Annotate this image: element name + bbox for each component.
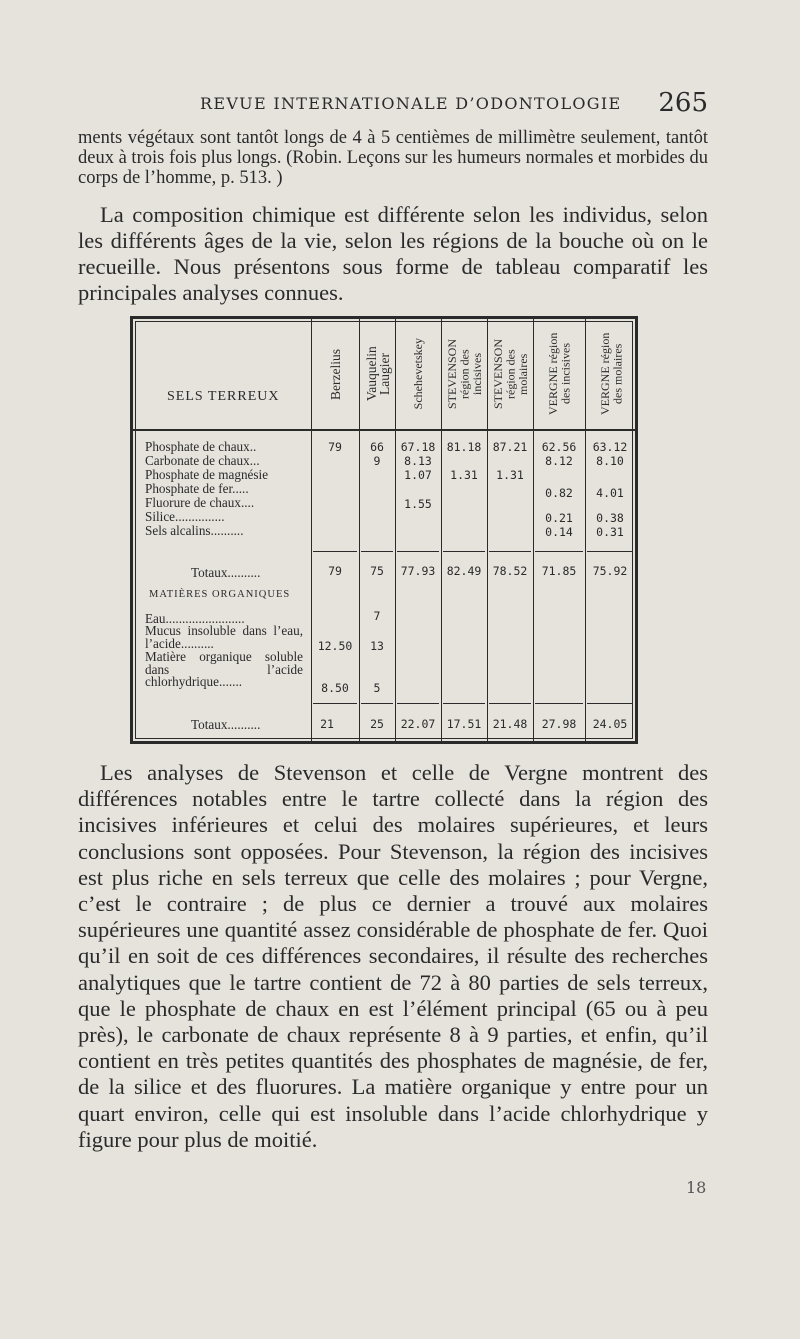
total-rule [397, 703, 439, 704]
total-rule [535, 551, 583, 552]
table-cell: 79 [328, 564, 342, 578]
table-cell: 4.01 [596, 486, 624, 500]
table-col-rule [487, 319, 488, 741]
paragraph-2-text: La composition chimique est différente selon les individus, selon les différents âges de la vie, selon les régions de la bouche où on le recueille. Nous présentons sous forme de tableau comparatif les principales analyses connues. [78, 202, 708, 305]
col-header-berzelius: Berzelius [328, 348, 343, 400]
table-col-rule [359, 319, 360, 741]
table-cell: 67.18 [400, 440, 436, 454]
col-header-stevenson-molaires: STEVENSON région des molaires [490, 339, 530, 410]
table-cell: 5 [373, 681, 381, 695]
total-rule [397, 551, 439, 552]
analysis-table [130, 316, 638, 744]
table-cell: 0.31 [596, 525, 624, 539]
table-cell: 24.05 [592, 717, 628, 731]
table-col-rule [533, 319, 534, 741]
col-header-vauquelin: Vauquelin Laugier [363, 346, 392, 402]
total-rule [489, 551, 531, 552]
table-cell: 75.92 [592, 564, 628, 578]
row-label: Matière organique soluble dans l’acide chlorhydrique....... [145, 649, 303, 689]
total-rule [535, 703, 583, 704]
table-col-rule [585, 319, 586, 741]
total-rule [443, 703, 485, 704]
paragraph-3 [78, 760, 708, 1153]
page-number: 265 [658, 88, 708, 118]
total-rule [313, 703, 357, 704]
table-cell: 71.85 [541, 564, 577, 578]
totaux-label: Totaux.......... [191, 717, 261, 732]
table-cell: 1.31 [496, 468, 524, 482]
total-rule [361, 703, 393, 704]
table-cell: 0.38 [596, 511, 624, 525]
total-rule [313, 551, 357, 552]
table-header-rule [133, 429, 635, 431]
table-cell: 8.50 [321, 681, 349, 695]
table-cell: 62.56 [541, 440, 577, 454]
table-cell: 13 [370, 639, 384, 653]
signature-mark: 18 [686, 1178, 707, 1197]
table-cell: 0.14 [545, 525, 573, 539]
table-cell: 8.13 [404, 454, 432, 468]
table-cell: 77.93 [400, 564, 436, 578]
sels-terreux-heading: SELS TERREUX [167, 389, 280, 404]
paragraph-1-text: ments végétaux sont tantôt longs de 4 à 5 centièmes de millimètre seulement, tantôt deux à trois fois plus longs. (Robin. Leçons sur les humeurs normales et morbides du corps de l’homme, p. 513. ) [78, 128, 708, 188]
table-cell: 79 [328, 440, 342, 454]
paragraph-2 [78, 202, 708, 306]
col-header-schehevetskey: Schehevetskey [411, 338, 426, 410]
row-label: Carbonate de chaux... [145, 453, 260, 468]
table-cell: 17.51 [446, 717, 482, 731]
paragraph-3-text: Les analyses de Stevenson et celle de Vergne montrent des différences notables entre le tartre collecté dans la région des incisives inférieures et celui des molaires supérieures, et leurs conclusions sont opposées. Pour Stevenson, la région des incisives est plus riche en sels terreux que celle des molaires ; pour Vergne, c’est le contraire ; de plus ce dernier a trouvé aux molaires supérieures une quantité assez considérable de phosphate de fer. Quoi qu’il en soit de ces différences secondaires, il résulte des recherches analytiques que le tartre contient de 72 à 80 parties de sels terreux, que le phosphate de chaux en est l’élément principal (65 ou à peu près), le carbonate de chaux représente 8 à 9 parties, et enfin, qu’il contient en très petites quantités des phosphates de magnésie, de fer, de la silice et des fluorures. La matière organique y entre pour un quart environ, celle qui est insoluble dans l’acide chlorhydrique y figure pour plus de moitié. [78, 760, 708, 1152]
table-cell: 21.48 [492, 717, 528, 731]
table-cell: 0.82 [545, 486, 573, 500]
col-header-vergne-molaires: VERGNE région des molaires [597, 332, 624, 416]
row-label: Eau........................ [145, 611, 245, 626]
table-col-rule [311, 319, 312, 741]
paragraph-1 [78, 128, 708, 188]
organic-heading: MATIÈRES ORGANIQUES [149, 589, 291, 600]
table-cell: 27.98 [541, 717, 577, 731]
table-cell: 1.31 [450, 468, 478, 482]
table-cell: 87.21 [492, 440, 528, 454]
table-cell: 25 [370, 717, 384, 731]
table-col-rule [395, 319, 396, 741]
col-header-vergne-incisives: VERGNE région des incisives [546, 332, 573, 416]
table-col-rule [441, 319, 442, 741]
total-rule [361, 551, 393, 552]
totaux-label: Totaux.......... [191, 565, 261, 580]
table-cell: 7 [373, 609, 381, 623]
total-rule [489, 703, 531, 704]
row-label: Mucus insoluble dans l’eau, l’acide.......... [145, 623, 303, 651]
row-label: Silice............... [145, 509, 225, 524]
table-cell: 63.12 [592, 440, 628, 454]
table-cell: 9 [373, 454, 381, 468]
row-label: Fluorure de chaux.... [145, 495, 255, 510]
running-title: REVUE INTERNATIONALE D’ODONTOLOGIE [200, 94, 622, 113]
table-cell: 82.49 [446, 564, 482, 578]
total-rule [587, 551, 633, 552]
total-rule [443, 551, 485, 552]
table-cell: 22.07 [400, 717, 436, 731]
running-head [78, 90, 708, 120]
table-cell: 21 [320, 717, 334, 731]
col-header-stevenson-incisives: STEVENSON région des incisives [444, 339, 484, 410]
total-rule [587, 703, 633, 704]
table-cell: 0.21 [545, 511, 573, 525]
row-label: Phosphate de chaux.. [145, 439, 257, 454]
table-cell: 78.52 [492, 564, 528, 578]
table-cell: 81.18 [446, 440, 482, 454]
table-cell: 66 [370, 440, 384, 454]
table-cell: 75 [370, 564, 384, 578]
table-cell: 8.12 [545, 454, 573, 468]
row-label: Phosphate de fer..... [145, 481, 249, 496]
table-cell: 1.55 [404, 497, 432, 511]
row-label: Sels alcalins.......... [145, 523, 244, 538]
row-label: Phosphate de magnésie [145, 467, 269, 482]
table-cell: 1.07 [404, 468, 432, 482]
table-cell: 8.10 [596, 454, 624, 468]
table-cell: 12.50 [317, 639, 353, 653]
